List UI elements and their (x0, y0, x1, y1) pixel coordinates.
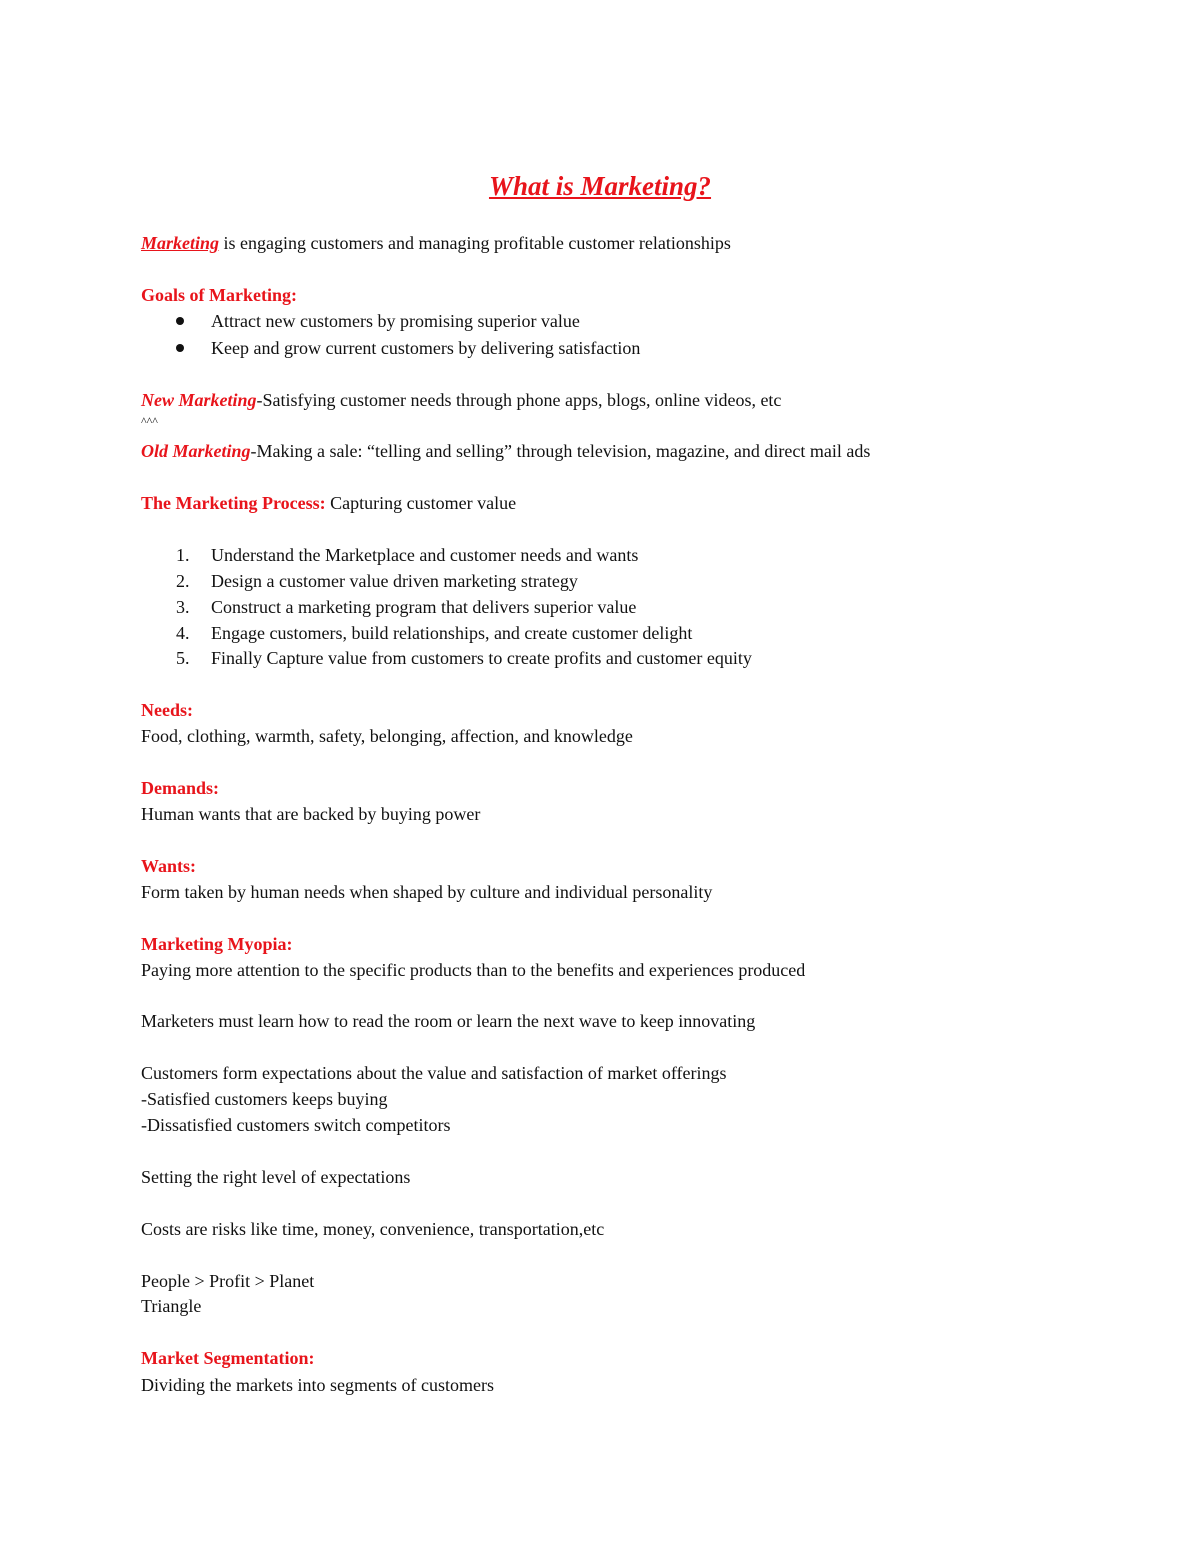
wants-text: Form taken by human needs when shaped by culture and individual personality (141, 882, 713, 902)
goal-text: Keep and grow current customers by delivering satisfaction (211, 338, 641, 358)
ppp-note: People > Profit > Planet (141, 1271, 315, 1291)
definition-text: is engaging customers and managing profitable customer relationships (219, 233, 731, 253)
step-text: Construct a marketing program that delivers superior value (211, 597, 637, 617)
step-text: Engage customers, build relationships, and create customer delight (211, 623, 693, 643)
process-subtitle: Capturing customer value (325, 493, 517, 513)
segmentation-heading: Market Segmentation: (141, 1348, 315, 1368)
bullet-icon (176, 344, 184, 352)
read-room-note: Marketers must learn how to read the room or learn the next wave to keep innovating (141, 1011, 756, 1031)
new-marketing-line (141, 389, 781, 411)
step-text: Understand the Marketplace and customer needs and wants (211, 545, 639, 565)
right-level-note: Setting the right level of expectations (141, 1167, 411, 1187)
myopia-text: Paying more attention to the specific products than to the benefits and experiences produced (141, 960, 806, 980)
new-marketing-term: New Marketing (141, 390, 257, 410)
process-heading: The Marketing Process: (141, 493, 326, 513)
marketing-definition (141, 232, 731, 254)
demands-text: Human wants that are backed by buying power (141, 804, 481, 824)
expectations-note: Customers form expectations about the value and satisfaction of market offerings (141, 1063, 727, 1083)
step-number: 4. (176, 623, 190, 643)
step-text: Finally Capture value from customers to create profits and customer equity (211, 648, 752, 668)
costs-note: Costs are risks like time, money, convenience, transportation,etc (141, 1219, 605, 1239)
step-number: 1. (176, 545, 190, 565)
old-marketing-line (141, 440, 870, 462)
bullet-icon (176, 317, 184, 325)
needs-heading: Needs: (141, 700, 193, 720)
page-title: What is Marketing? (488, 171, 712, 201)
old-marketing-text: -Making a sale: “telling and selling” through television, magazine, and direct mail ads (250, 441, 871, 461)
step-number: 5. (176, 648, 190, 668)
new-marketing-text: -Satisfying customer needs through phone apps, blogs, online videos, etc (256, 390, 782, 410)
demands-heading: Demands: (141, 778, 220, 798)
process-heading-line (141, 492, 516, 514)
satisfied-note: -Satisfied customers keeps buying (141, 1089, 388, 1109)
myopia-heading: Marketing Myopia: (141, 934, 293, 954)
old-marketing-term: Old Marketing (141, 441, 251, 461)
dissatisfied-note: -Dissatisfied customers switch competitors (141, 1115, 451, 1135)
goals-heading: Goals of Marketing: (141, 285, 297, 305)
step-number: 3. (176, 597, 190, 617)
needs-text: Food, clothing, warmth, safety, belonging, affection, and knowledge (141, 726, 633, 746)
step-number: 2. (176, 571, 190, 591)
definition-term: Marketing (141, 233, 220, 253)
segmentation-text: Dividing the markets into segments of customers (141, 1375, 494, 1395)
caret-marks: ^^^ (141, 414, 158, 428)
wants-heading: Wants: (141, 856, 197, 876)
goal-text: Attract new customers by promising superior value (211, 311, 580, 331)
step-text: Design a customer value driven marketing strategy (211, 571, 578, 591)
triangle-note: Triangle (141, 1296, 202, 1316)
